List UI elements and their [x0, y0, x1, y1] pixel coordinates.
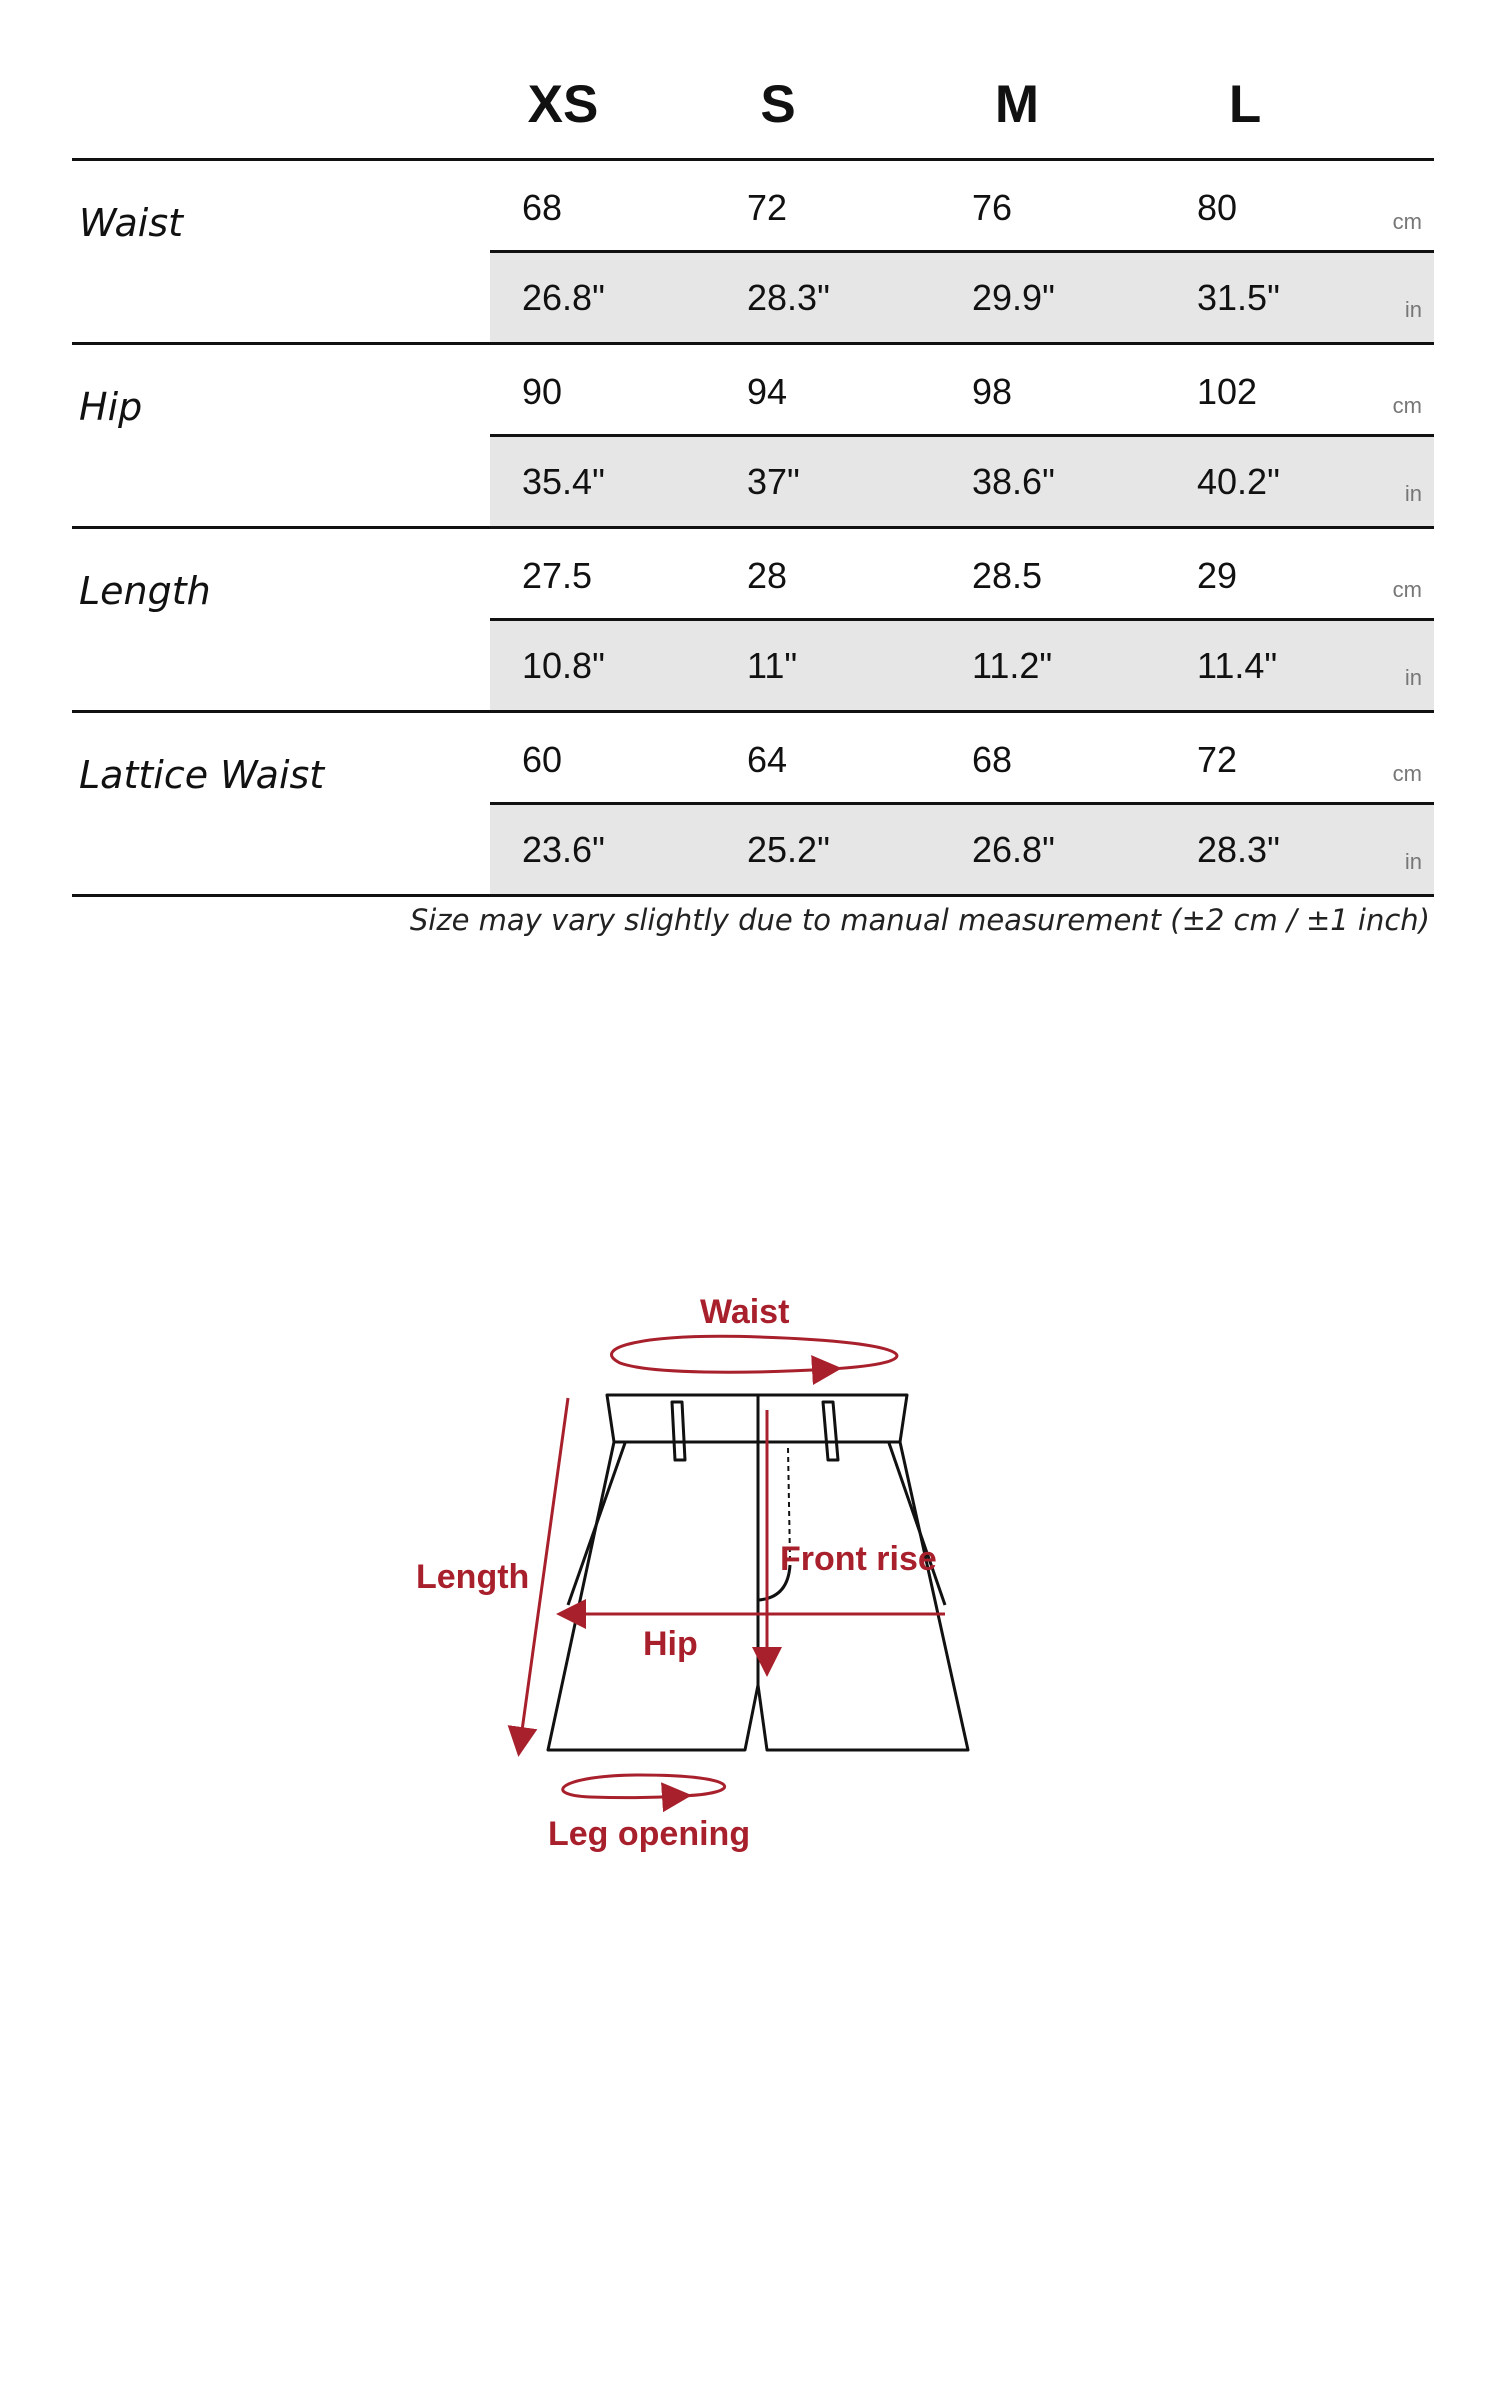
value-cell: 72 — [747, 187, 788, 228]
hip-label: Hip — [643, 1625, 698, 1663]
value-cell: 28.3" — [747, 277, 830, 318]
size-m-header: M — [994, 75, 1040, 134]
value-cell: 90 — [522, 371, 563, 412]
cm-row — [490, 161, 1434, 253]
unit-label-in: in — [1404, 481, 1422, 506]
left-belt-loop — [672, 1402, 685, 1460]
right-belt-loop — [823, 1402, 838, 1460]
value-cell: 11.4" — [1197, 645, 1278, 686]
unit-label-cm: cm — [1392, 393, 1422, 418]
value-cell: 25.2" — [747, 829, 830, 870]
measure-name: Length — [79, 569, 211, 613]
measure-name: Waist — [79, 201, 184, 245]
measure-name: Lattice Waist — [79, 753, 325, 797]
value-cell: 60 — [522, 739, 563, 780]
inch-row — [490, 253, 1434, 342]
value-cell: 72 — [1197, 739, 1238, 780]
left-pocket — [568, 1443, 625, 1605]
value-cell: 27.5 — [522, 555, 593, 596]
size-header-row — [72, 0, 1434, 161]
measure-name: Hip — [79, 385, 143, 429]
size-chart-table — [72, 0, 1434, 897]
value-cell: 68 — [972, 739, 1013, 780]
measurement-disclaimer: Size may vary slightly due to manual measurement (±2 cm / ±1 inch) — [409, 903, 1430, 937]
value-cell: 26.8" — [522, 277, 605, 318]
size-s-header: S — [760, 75, 796, 134]
value-cell: 23.6" — [522, 829, 605, 870]
size-l-header: L — [1228, 75, 1262, 134]
value-cell: 80 — [1197, 187, 1238, 228]
measure-group-lattice-waist — [72, 713, 1434, 897]
value-cell: 26.8" — [972, 829, 1055, 870]
unit-label-in: in — [1404, 849, 1422, 874]
value-cell: 29 — [1197, 555, 1238, 596]
unit-label-cm: cm — [1392, 577, 1422, 602]
value-cell: 31.5" — [1197, 277, 1280, 318]
unit-label-cm: cm — [1392, 761, 1422, 786]
value-cell: 11.2" — [972, 645, 1053, 686]
leg-opening-label: Leg opening — [548, 1815, 751, 1853]
value-cell: 64 — [747, 739, 788, 780]
measure-group-waist — [72, 161, 1434, 345]
value-cell: 29.9" — [972, 277, 1055, 318]
left-leg — [548, 1442, 758, 1750]
measure-group-hip — [72, 345, 1434, 529]
value-cell: 76 — [972, 187, 1013, 228]
leg-opening-arrow — [563, 1775, 725, 1798]
cm-row — [490, 345, 1434, 437]
length-label: Length — [416, 1558, 530, 1596]
value-cell: 28.5 — [972, 555, 1043, 596]
waist-label: Waist — [700, 1293, 790, 1331]
front-rise-label: Front rise — [780, 1540, 937, 1578]
value-cell: 28.3" — [1197, 829, 1280, 870]
value-cell: 94 — [747, 371, 788, 412]
value-cell: 28 — [747, 555, 788, 596]
inch-row — [490, 805, 1434, 894]
value-cell: 35.4" — [522, 461, 605, 502]
value-cell: 11" — [747, 645, 798, 686]
value-cell: 38.6" — [972, 461, 1055, 502]
unit-label-in: in — [1404, 665, 1422, 690]
cm-row — [490, 713, 1434, 805]
measure-group-length — [72, 529, 1434, 713]
inch-row — [490, 621, 1434, 710]
value-cell: 10.8" — [522, 645, 605, 686]
value-cell: 37" — [747, 461, 800, 502]
right-pocket — [889, 1443, 945, 1605]
shorts-measurement-diagram — [0, 1270, 1500, 1910]
unit-label-cm: cm — [1392, 209, 1422, 234]
value-cell: 102 — [1197, 371, 1258, 412]
size-xs-header: XS — [527, 75, 599, 134]
cm-row — [490, 529, 1434, 621]
unit-label-in: in — [1404, 297, 1422, 322]
value-cell: 40.2" — [1197, 461, 1280, 502]
value-cell: 68 — [522, 187, 563, 228]
waist-arrow — [611, 1336, 896, 1372]
value-cell: 98 — [972, 371, 1013, 412]
inch-row — [490, 437, 1434, 526]
